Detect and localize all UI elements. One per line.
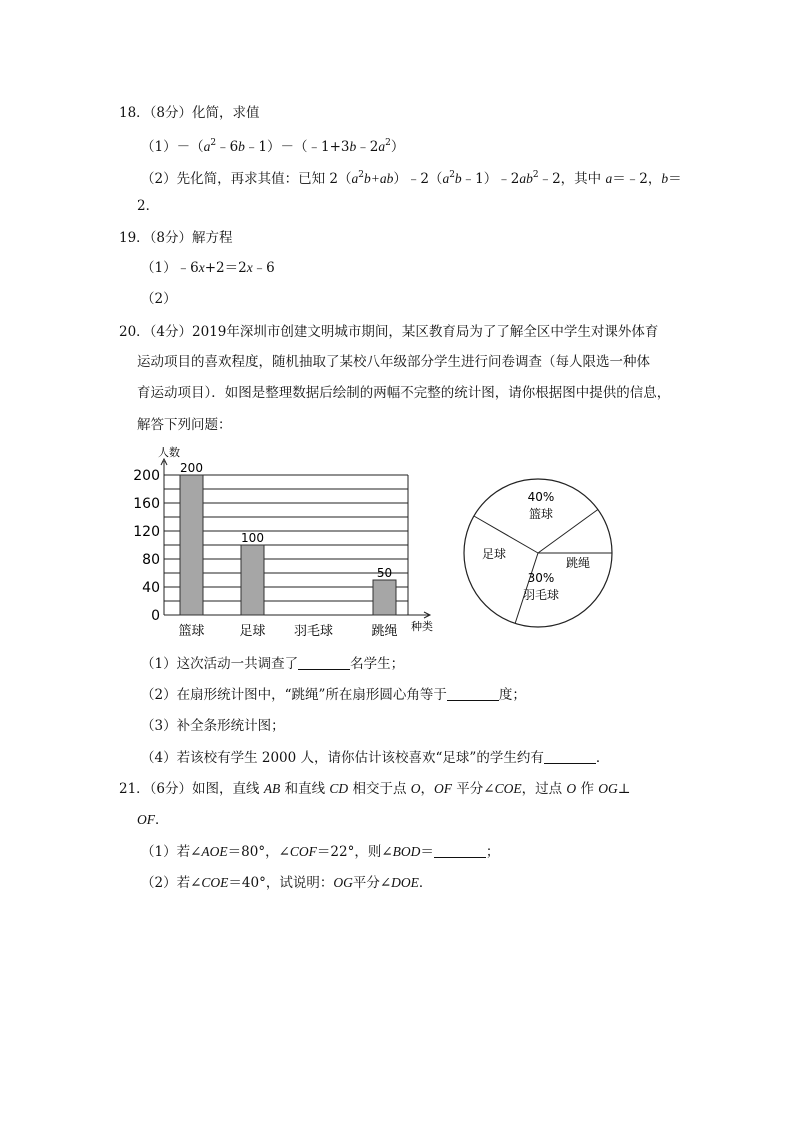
answer-blank[interactable]: [544, 751, 596, 764]
pie-category-label: 足球: [481, 547, 507, 561]
q21-sub2: （2）若∠COE＝40°，试说明：OG平分∠DOE．: [141, 875, 433, 891]
y-tick-label: 0: [151, 608, 160, 624]
q21-text-line2: OF．: [137, 812, 169, 828]
answer-blank[interactable]: [447, 688, 499, 701]
q18-part1: $(1)-(a^2﹣6b﹣1)-(﹣1+3b﹣2a^2)$: [141, 138, 405, 155]
q21-text-line1: 21．（6分）如图，直线 AB 和直线 CD 相交于点 O，OF 平分∠COE，过点 O 作 OG⊥: [119, 781, 631, 797]
x-tick-label: 足球: [239, 624, 266, 639]
bar: [373, 580, 396, 615]
x-tick-label: 篮球: [178, 624, 205, 639]
answer-blank[interactable]: [298, 657, 350, 670]
pie-category-label: 羽毛球: [522, 588, 560, 602]
q18-heading: 18．（8分）化简，求值: [119, 105, 260, 121]
bar-value-label: 200: [180, 461, 203, 475]
q19-heading: 19．（8分）解方程: [119, 230, 233, 246]
x-tick-label: 跳绳: [371, 624, 398, 639]
q20-sub2: （2）在扇形统计图中，“跳绳”所在扇形圆心角等于 度；: [141, 687, 526, 703]
q20-text-line3: 育运动项目）．如图是整理数据后绘制的两幅不完整的统计图，请你根据图中提供的信息，: [137, 385, 671, 401]
q19-part1: （1）﹣6x+2＝2x﹣6: [141, 260, 275, 276]
q20-sub3: （3）补全条形统计图；: [141, 718, 285, 734]
y-tick-label: 160: [133, 496, 160, 512]
y-tick-label: 80: [142, 552, 160, 568]
bar-value-label: 50: [376, 566, 393, 580]
pie-category-label: 篮球: [528, 507, 554, 521]
pie-chart-body: [464, 479, 612, 627]
x-tick-label: 羽毛球: [293, 624, 334, 639]
q21-sub1: （1）若∠AOE＝80°，∠COF＝22°，则∠BOD＝ ；: [141, 844, 500, 860]
q18-part2-cont: 2．: [137, 198, 160, 214]
bar-chart: [130, 438, 450, 644]
bar: [180, 475, 203, 615]
answer-blank[interactable]: [434, 845, 486, 858]
bar-value-label: 100: [241, 531, 264, 545]
q19-part2: （2）: [141, 291, 177, 307]
pie-percent-label: 30%: [527, 571, 555, 585]
pie-chart: [458, 470, 628, 640]
y-tick-label: 120: [133, 524, 160, 540]
q20-text-line4: 解答下列问题：: [137, 417, 232, 433]
q20-text-line2: 运动项目的喜欢程度，随机抽取了某校八年级部分学生进行问卷调查（每人限选一种体: [137, 354, 650, 370]
q20-sub1: （1）这次活动一共调查了 名学生；: [141, 656, 405, 672]
pie-category-label: 跳绳: [565, 556, 591, 570]
pie-percent-label: 40%: [527, 490, 555, 504]
q20-sub4: （4）若该校有学生 2000 人，请你估计该校喜欢“足球”的学生约有 ．: [141, 750, 610, 766]
bar: [241, 545, 264, 615]
y-axis-title: 人数: [158, 446, 180, 459]
y-tick-label: 200: [133, 468, 160, 484]
q18-part2: （2）先化简，再求其值：已知 $2(a^2b+ab)﹣2(a^2b﹣1)﹣2ab^2﹣2$，其中 a＝﹣2，b＝: [141, 170, 682, 187]
x-axis-title: 种类: [411, 620, 433, 633]
q20-text-line1: 20．（4分）2019年深圳市创建文明城市期间，某区教育局为了了解全区中学生对课外体育: [119, 324, 659, 340]
y-tick-label: 40: [142, 580, 160, 596]
